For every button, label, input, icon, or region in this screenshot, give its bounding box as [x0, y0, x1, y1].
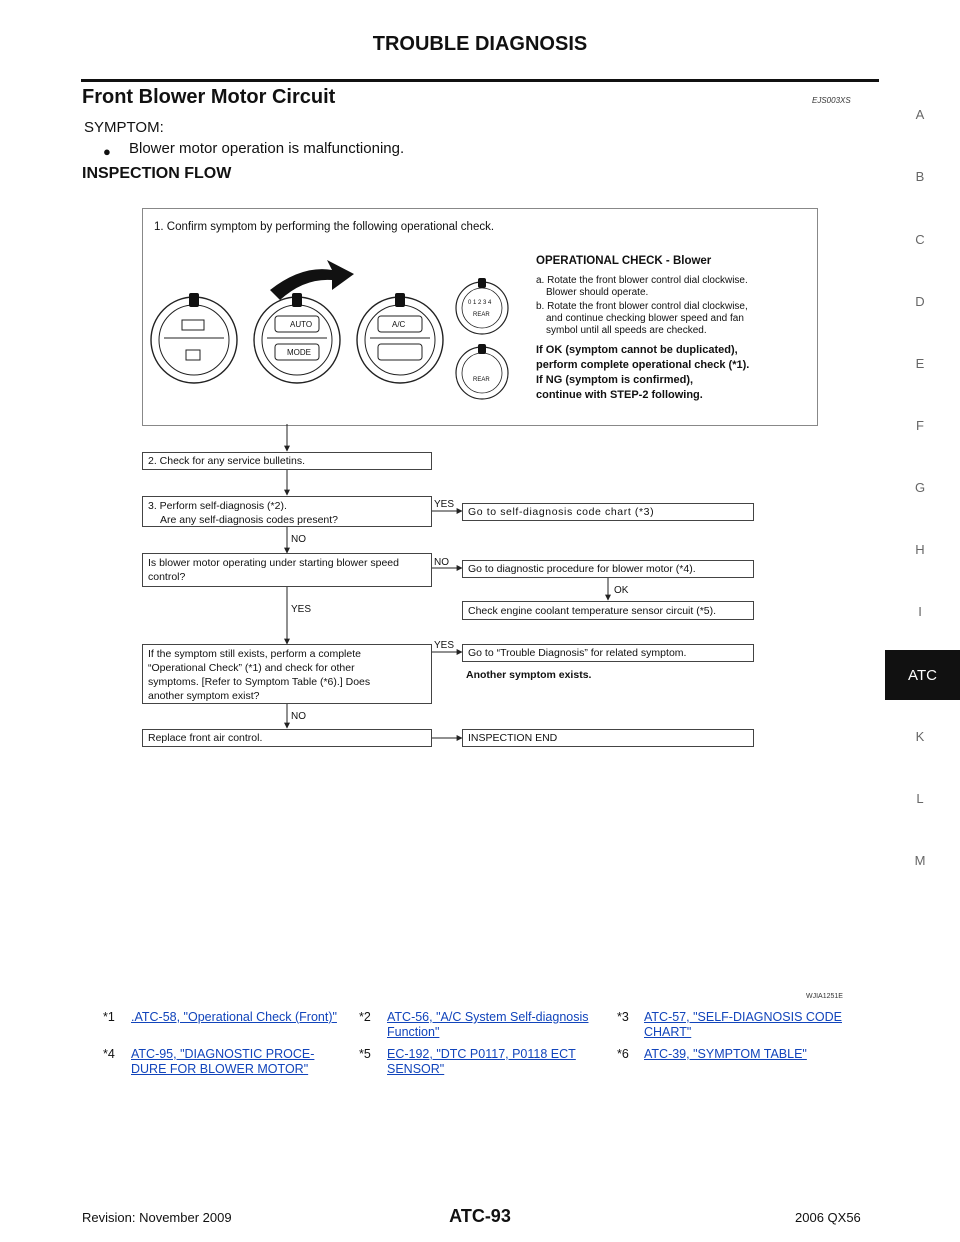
footnote-link-1[interactable]: [131, 1010, 343, 1025]
symptom-bullet: Blower motor operation is malfunctioning.: [129, 140, 405, 157]
side-index-i[interactable]: I: [918, 604, 922, 619]
footer-model: 2006 QX56: [795, 1210, 861, 1225]
side-index-k[interactable]: K: [915, 729, 925, 744]
check-step-b-line3: symbol until all speeds are checked.: [546, 325, 707, 336]
step3-line1: 3. Perform self-diagnosis (*2).: [148, 500, 287, 512]
inspection-end-box: [462, 729, 754, 747]
yes-label-2: YES: [291, 604, 312, 615]
another-symptom-label: Another symptom exists.: [466, 669, 592, 681]
blower-question-box: [142, 553, 432, 587]
footnote-ref-3: *3: [617, 1010, 629, 1024]
footnote-link-4-text[interactable]: ATC-95, "DIAGNOSTIC PROCE-DURE FOR BLOWER MOTOR": [131, 1047, 315, 1076]
page-header-title: TROUBLE DIAGNOSIS: [372, 33, 588, 55]
footnote-link-5-text[interactable]: EC-192, "DTC P0117, P0118 ECT SENSOR": [387, 1047, 576, 1076]
side-index-h[interactable]: H: [915, 542, 925, 557]
section-title: Front Blower Motor Circuit: [82, 86, 336, 108]
no-label-1: NO: [291, 534, 306, 545]
blower-question-line1: Is blower motor operating under starting blower speed: [148, 557, 399, 569]
side-index-f[interactable]: F: [916, 418, 924, 433]
footnote-link-5[interactable]: [387, 1047, 613, 1077]
footnote-ref-6: *6: [617, 1047, 629, 1061]
footnote-link-4[interactable]: [131, 1047, 343, 1077]
page-number: ATC-93: [449, 1206, 511, 1226]
inspection-end-text: INSPECTION END: [468, 732, 558, 744]
dial-mode-label: MODE: [287, 348, 311, 357]
symptom-question-line1: If the symptom still exists, perform a complete: [148, 648, 361, 660]
side-index-d[interactable]: D: [915, 294, 925, 309]
side-index-g[interactable]: G: [914, 480, 926, 495]
symptom-question-line4: another symptom exist?: [148, 690, 260, 702]
no-label-3: NO: [291, 711, 306, 722]
check-step-b-line2: and continue checking blower speed and fan: [546, 313, 744, 324]
yes-label-1: YES: [434, 499, 455, 510]
bullet-icon: ●: [103, 144, 111, 159]
check-step-a-line1: a. Rotate the front blower control dial clockwise.: [536, 275, 748, 286]
footnote-link-6-text[interactable]: ATC-39, "SYMPTOM TABLE": [644, 1047, 807, 1061]
side-index-m[interactable]: M: [914, 853, 926, 868]
side-index-c[interactable]: C: [915, 232, 925, 247]
side-index-atc-active[interactable]: ATC: [885, 650, 960, 700]
goto-diagnostic-box: [462, 560, 754, 578]
coolant-check-box: [462, 601, 754, 620]
side-index-a[interactable]: A: [915, 107, 925, 122]
goto-trouble-text: Go to “Trouble Diagnosis” for related symptom.: [468, 647, 687, 659]
symptom-question-box: [142, 644, 432, 704]
figure-code: WJIA1251E: [806, 993, 843, 1000]
result-ng-line1: If NG (symptom is confirmed),: [536, 374, 694, 386]
step2-text: 2. Check for any service bulletins.: [148, 455, 305, 467]
operational-check-title: OPERATIONAL CHECK - Blower: [536, 255, 712, 267]
side-index-b[interactable]: B: [915, 169, 925, 184]
side-index-e[interactable]: E: [915, 356, 925, 371]
goto-trouble-box: [462, 644, 754, 662]
footnote-link-3-text[interactable]: ATC-57, "SELF-DIAGNOSIS CODE CHART": [644, 1010, 842, 1039]
replace-box: [142, 729, 432, 747]
footnote-ref-1: *1: [103, 1010, 115, 1024]
footnote-ref-2: *2: [359, 1010, 371, 1024]
footnote-link-2-text[interactable]: ATC-56, "A/C System Self-diagnosis Function": [387, 1010, 589, 1039]
result-ok-line1: If OK (symptom cannot be duplicated),: [536, 344, 738, 356]
dial-nums-label: 0 1 2 3 4: [468, 300, 492, 306]
goto-code-chart-box: [462, 503, 754, 521]
footnote-link-6[interactable]: [644, 1047, 866, 1062]
side-index-l[interactable]: L: [916, 791, 924, 806]
footer-revision: Revision: November 2009: [82, 1210, 232, 1225]
check-step-b-line1: b. Rotate the front blower control dial clockwise,: [536, 301, 748, 312]
ok-label: OK: [614, 585, 629, 596]
blower-question-line2: control?: [148, 571, 186, 583]
section-code: EJS003XS: [812, 96, 851, 105]
coolant-check-text: Check engine coolant temperature sensor circuit (*5).: [468, 605, 717, 617]
step2-box: [142, 452, 432, 470]
step3-box: [142, 496, 432, 527]
check-step-a-line2: Blower should operate.: [546, 287, 649, 298]
footnote-ref-5: *5: [359, 1047, 371, 1061]
replace-text: Replace front air control.: [148, 732, 263, 744]
result-ng-line2: continue with STEP-2 following.: [536, 389, 703, 401]
footnote-link-2[interactable]: [387, 1010, 613, 1040]
dial-rear-lower-label: REAR: [473, 377, 490, 383]
dial-ac-label: A/C: [392, 320, 406, 329]
footnote-link-3[interactable]: [644, 1010, 866, 1040]
goto-diagnostic-text: Go to diagnostic procedure for blower motor (*4).: [468, 563, 696, 575]
symptom-label: SYMPTOM:: [84, 119, 164, 136]
yes-label-3: YES: [434, 640, 455, 651]
footnote-link-1-text[interactable]: .ATC-58, "Operational Check (Front)": [131, 1010, 337, 1024]
footnote-ref-4: *4: [103, 1047, 115, 1061]
step3-line2: Are any self-diagnosis codes present?: [160, 514, 339, 526]
symptom-question-line3: symptoms. [Refer to Symptom Table (*6).] Does: [148, 676, 371, 688]
inspection-flow-heading: INSPECTION FLOW: [82, 165, 232, 182]
goto-code-chart-text: Go to self-diagnosis code chart (*3): [468, 506, 655, 518]
result-ok-line2: perform complete operational check (*1).: [536, 359, 750, 371]
symptom-question-line2: “Operational Check” (*1) and check for other: [148, 662, 355, 674]
no-label-2: NO: [434, 557, 449, 568]
step1-text: 1. Confirm symptom by performing the following operational check.: [154, 221, 495, 233]
dial-auto-label: AUTO: [290, 320, 313, 329]
dial-rear-upper-label: REAR: [473, 312, 490, 318]
